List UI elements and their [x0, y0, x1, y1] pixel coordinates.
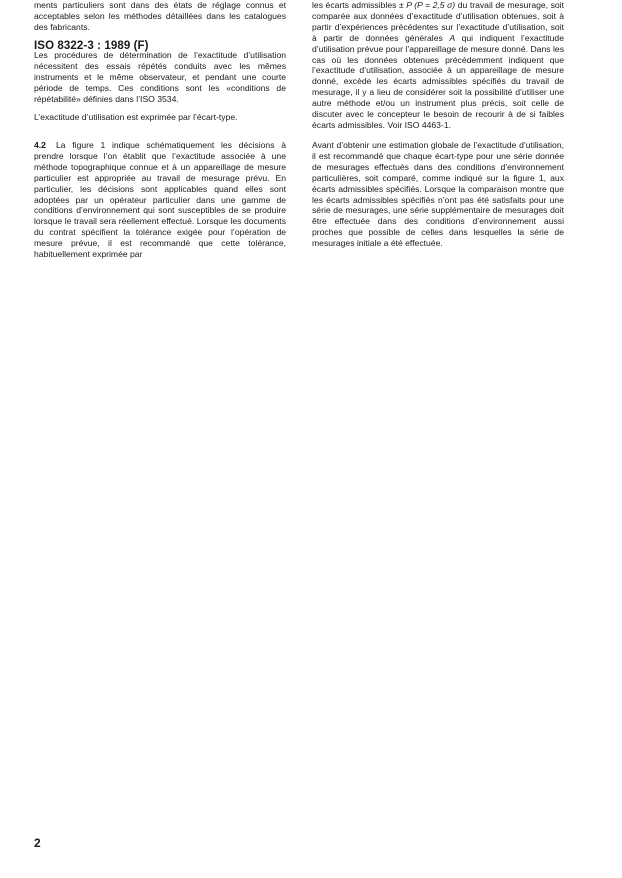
section-4-2	[34, 140, 286, 260]
formula: P (P = 2,5 σ)	[406, 0, 456, 10]
document-header: ISO 8322-3 : 1989 (F)	[34, 40, 149, 52]
variable-a: A	[449, 32, 456, 43]
paragraph-continued: ments particuliers sont dans des états de réglage connus et acceptables selon les méthodes détaillées dans les catalogues des fabricants.	[34, 0, 286, 32]
section-number: 4.2	[34, 140, 46, 150]
paragraph-admissible-deviations	[312, 0, 564, 131]
paragraph-expression: L’exactitude d’utilisation est exprimée par l’écart-type.	[34, 112, 238, 122]
text-segment: du travail de mesurage, soit comparée aux données d’exactitude d’utilisation obtenues, soit à partir d’expériences précédentes sur l’exactitude d’utilisation, soit à partir de données générales	[312, 0, 564, 43]
page-number: 2	[34, 836, 41, 850]
text-segment: les écarts admissibles ±	[312, 0, 407, 10]
section-4-2-text: La figure 1 indique schématiquement les décisions à prendre lorsque l’on établit que l’exactitude associée à une méthode topographique connue et à un appareillage de mesure particulier est appropriée au travail de mesurage prévu. En particulier, les décisions sont applicables quand elles sont adoptées par un opérateur particulier dans une gamme de conditions d’environnement qui sont susceptibles de se produire lorsque le travail sera réellement effectué. Lorsque les documents du contrat spécifient la tolérance exigée pour l’opération de mesure prévue, il est recommandé que cette tolérance, habituellement exprimée par	[34, 140, 286, 260]
paragraph-procedures: Les procédures de détermination de l’exactitude d’utilisation nécessitent des essais répétés conduits avec les mêmes instruments et le même observateur, et pendant une courte période de temps. Ces conditions sont les «conditions de répétabilité» définies dans l’ISO 3534.	[34, 50, 286, 104]
text-segment: qui indiquent l’exactitude d’utilisation prévue pour l’appareillage de mesure donné. Dans les cas où les données obtenues précédemment indiquent que l’exactitude d’utilisation, associée à un appareillage de mesure donné, excède les écarts admissibles spécifiés du travail de mesurage, il y a lieu de considérer soit la possibilité d’utiliser une autre méthode et/ou un instrument plus précis, soit celle de discuter avec le concepteur le besoin de recourir à de si faibles écarts admissibles. Voir ISO 4463-1.	[312, 32, 564, 130]
paragraph-global-estimate: Avant d’obtenir une estimation globale de l’exactitude d’utilisation, il est recommandé que chaque écart-type pour une série donnée de mesurages effectués dans des conditions d’environnement particulières, soit comparé, comme indiqué sur la figure 1, aux écarts admissibles spécifiés. Lorsque la comparaison montre que les écarts admissibles spécifiés n’ont pas été satisfaits pour une série de mesurages, une série supplémentaire de mesurages doit être effectuée dans des conditions d’environnement aussi proches que possible de celles dans lesquelles la série de mesurages initiale a été effectuée.	[312, 140, 564, 249]
